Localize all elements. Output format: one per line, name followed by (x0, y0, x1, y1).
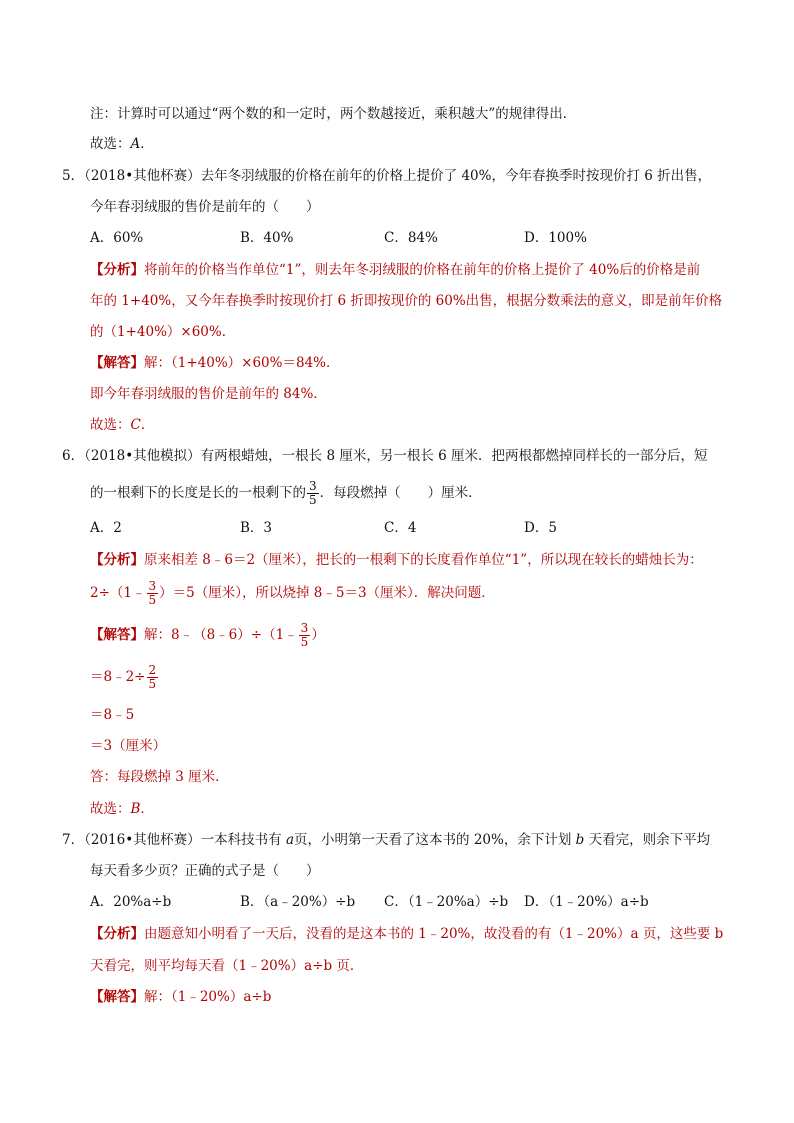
fraction: $\frac{3}{5}$ (148, 579, 157, 607)
analysis-line-3: 的（1+40%）×60%． (90, 324, 236, 340)
analysis-line-2: 2÷（1﹣ $\frac{3}{5}$ ）＝5（厘米），所以烧掉 8﹣5＝3（厘米）．解决问题． (90, 579, 495, 607)
analysis-line-1: 【分析】将前年的价格当作单位“1”，则去年冬羽绒服的价格在前年的价格上提价了 40%后的价格是前 (90, 262, 701, 278)
question-6-stem-cont: 的一根剩下的长度是长的一根剩下的 $\frac{3}{5}$ ．每段燃掉（ ）厘米． (90, 479, 482, 507)
analysis-tag: 【分析】 (90, 552, 144, 568)
answer-letter: B (130, 801, 141, 817)
option-d: D．5 (524, 520, 557, 536)
question-5-stem: 5．（2018•其他杯赛）去年冬羽绒服的价格在前年的价格上提价了 40%，今年春换季时按现价打 6 折出售， (62, 168, 712, 184)
question-7-stem: 7．（2016•其他杯赛）一本科技书有 a页，小明第一天看了这本书的 20%，余下计划 b 天看完，则余下平均 (62, 832, 711, 848)
analysis-tag: 【分析】 (90, 262, 144, 278)
option-c: C．（1﹣20%a）÷b (384, 894, 509, 910)
solution-step-2: ＝8﹣2÷ $\frac{2}{5}$ (90, 663, 157, 691)
question-7-stem-cont: 每天看多少页？正确的式子是（ ） (90, 863, 320, 879)
option-a: A．60% (90, 230, 144, 246)
question-number: 7． (62, 832, 85, 848)
analysis-line-2: 年的 1+40%，又今年春换季时按现价打 6 折即按现价的 60%出售，根据分数乘法的意义，即是前年价格 (90, 293, 723, 309)
option-b: B．3 (240, 520, 273, 536)
solution-tag: 【解答】 (90, 989, 144, 1005)
question-number: 5． (62, 168, 85, 184)
solution-line-1: 【解答】解：8﹣（8﹣6）÷（1﹣ $\frac{3}{5}$ ） (90, 621, 325, 649)
option-d: D．100% (524, 230, 587, 246)
question-5-stem-cont: 今年春羽绒服的售价是前年的（ ） (90, 199, 320, 215)
question-source: （2016•其他杯赛） (84, 832, 201, 848)
solution-line-1: 【解答】解：（1﹣20%）a÷b (90, 989, 272, 1005)
option-d: D．（1﹣20%）a÷b (524, 894, 649, 910)
solution-step-4: ＝3（厘米） (90, 738, 167, 754)
option-c: C．4 (384, 520, 417, 536)
option-b: B．40% (240, 230, 294, 246)
analysis-line-1: 【分析】原来相差 8﹣6＝2（厘米），把长的一根剩下的长度看作单位“1”，所以现在较长的蜡烛长为： (90, 552, 703, 568)
analysis-line-2: 天看完，则平均每天看（1﹣20%）a÷b 页． (90, 958, 364, 974)
answer-line: 故选：C． (90, 417, 155, 433)
answer-letter: A (130, 136, 141, 152)
question-source: （2018•其他模拟） (84, 448, 201, 464)
note-text: 注：计算时可以通过“两个数的和一定时，两个数越接近，乘积越大”的规律得出． (90, 106, 577, 122)
fraction: $\frac{2}{5}$ (148, 663, 157, 691)
option-a: A．2 (90, 520, 122, 536)
solution-tag: 【解答】 (90, 355, 144, 371)
question-number: 6． (62, 448, 85, 464)
answer-line: 故选：A． (90, 136, 154, 152)
reply-line: 答：每段燃掉 3 厘米． (90, 769, 229, 785)
option-c: C．84% (384, 230, 438, 246)
solution-step-3: ＝8﹣5 (90, 707, 135, 723)
fraction: $\frac{3}{5}$ (300, 621, 309, 649)
option-b: B．（a﹣20%）÷b (240, 894, 356, 910)
solution-line-2: 即今年春羽绒服的售价是前年的 84%． (90, 386, 327, 402)
question-source: （2018•其他杯赛） (84, 168, 201, 184)
answer-line: 故选：B． (90, 801, 154, 817)
solution-tag: 【解答】 (90, 627, 144, 643)
question-6-stem: 6．（2018•其他模拟）有两根蜡烛，一根长 8 厘米，另一根长 6 厘米．把两根都燃掉同样长的一部分后，短 (62, 448, 708, 464)
solution-line-1: 【解答】解：（1+40%）×60%＝84%． (90, 355, 340, 371)
fraction: $\frac{3}{5}$ (309, 479, 317, 507)
answer-letter: C (130, 417, 141, 433)
analysis-line-1: 【分析】由题意知小明看了一天后，没看的是这本书的 1﹣20%，故没看的有（1﹣20%）a 页，这些要 b (90, 926, 724, 942)
option-a: A．20%a÷b (90, 894, 172, 910)
analysis-tag: 【分析】 (90, 926, 144, 942)
